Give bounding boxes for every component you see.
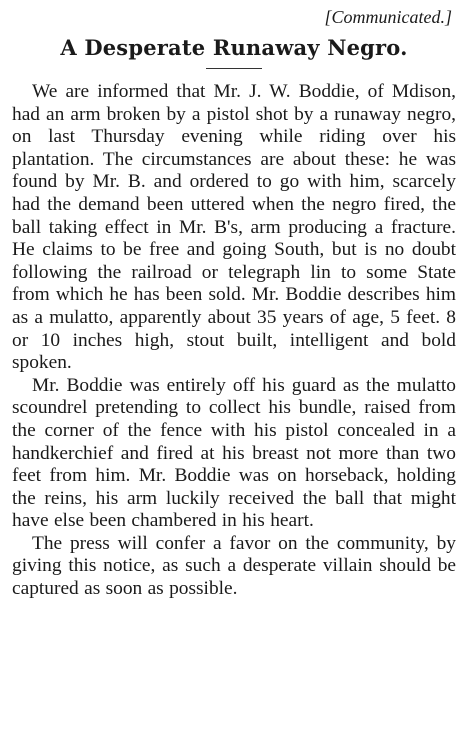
body-paragraph: The press will confer a favor on the community, by giving this notice, as such a desperate villain should be captured as soon as possible. <box>12 532 456 600</box>
headline-divider <box>206 68 262 69</box>
body-paragraph: We are informed that Mr. J. W. Boddie, of Mdison, had an arm broken by a pistol shot by a runaway negro, on last Thursday evening while riding over his plantation. The circumstances are about these: he was found by Mr. B. and ordered to go with him, scarcely had the demand been uttered when the negro fired, the ball taking effect in Mr. B's, arm producing a fracture. He claims to be free and going South, but is no doubt following the railroad or telegraph lin to some State from which he has been sold. Mr. Boddie describes him as a mulatto, apparently about 35 years of age, 5 feet. 8 or 10 inches high, stout built, intelligent and bold spoken. <box>12 81 456 374</box>
credit-line: [Communicated.] <box>324 7 452 27</box>
body-paragraph: Mr. Boddie was entirely off his guard as the mulatto scoundrel pretending to collect his bundle, raised from the corner of the fence with his pistol concealed in a handkerchief and fired at his breast not more than two feet from him. Mr. Boddie was on horseback, holding the reins, his arm luckily received the ball that might have else been chambered in his heart. <box>12 374 456 532</box>
headline: A Desperate Runaway Negro. <box>60 35 408 60</box>
